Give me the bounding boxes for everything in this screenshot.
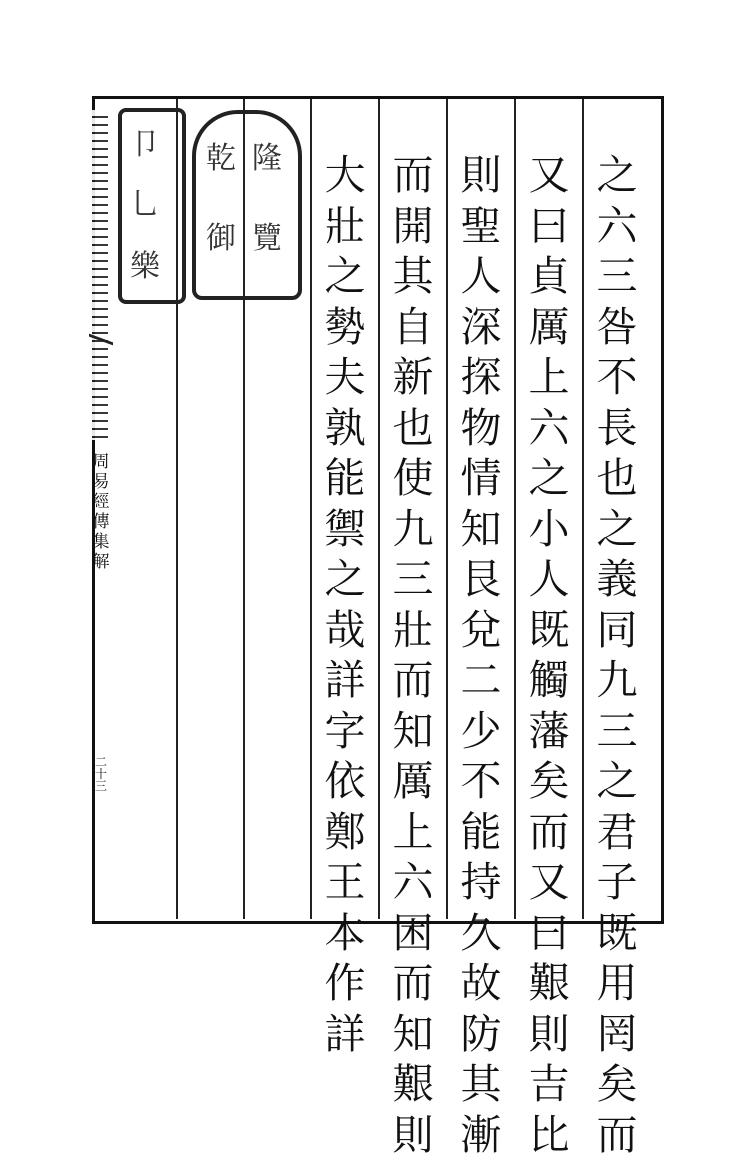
seal-square: 卩 乚 樂: [118, 108, 186, 304]
column-rule: [514, 99, 516, 919]
text-column-2: 又曰貞厲上六之小人既觸藩矣而又曰艱則吉比: [528, 151, 570, 1159]
column-rule: [378, 99, 380, 919]
seal-rounded: 乾 隆 御 覽: [192, 110, 302, 300]
text-column-5: 大壯之勢夫孰能禦之哉詳字依鄭王本作詳: [324, 151, 366, 1058]
column-rule: [446, 99, 448, 919]
margin-title-strip: [92, 110, 108, 440]
column-rule: [582, 99, 584, 919]
margin-page-number: 二十三: [94, 755, 107, 793]
column-rule: [310, 99, 312, 919]
text-column-4: 而開其自新也使九三壯而知厲上六困而知艱則: [392, 151, 434, 1159]
margin-book-title: 周易經傳集解: [92, 452, 110, 572]
text-column-3: 則聖人深探物情知艮兌二少不能持久故防其漸: [460, 151, 502, 1159]
text-column-1: 之六三咎不長也之義同九三之君子既用罔矣而: [596, 151, 638, 1159]
